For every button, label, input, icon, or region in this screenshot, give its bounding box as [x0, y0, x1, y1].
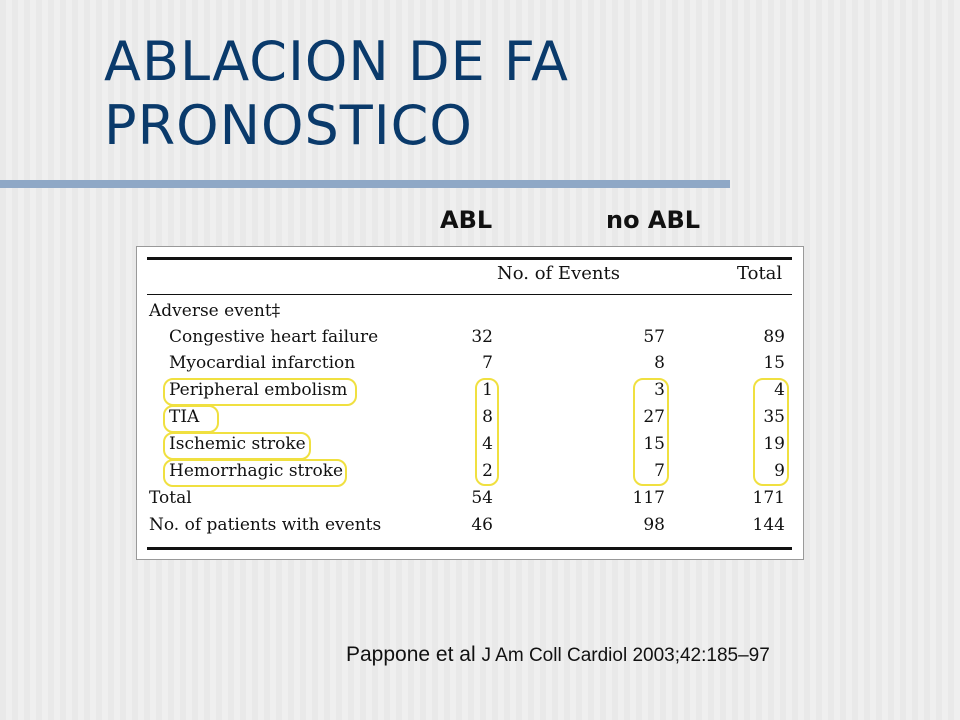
highlight-no-abl-values: [633, 378, 669, 486]
header-events: No. of Events: [497, 263, 620, 284]
table-header-rule: [147, 294, 792, 295]
abl-value: 1: [482, 380, 493, 400]
no-abl-value: 57: [643, 327, 665, 347]
row-label: Peripheral embolism: [169, 380, 348, 400]
no-abl-value: 8: [654, 353, 665, 373]
abl-value: 32: [471, 327, 493, 347]
abl-value: 54: [471, 488, 493, 508]
total-value: 89: [763, 327, 785, 347]
no-abl-value: 15: [643, 434, 665, 454]
no-abl-value: 3: [654, 380, 665, 400]
table-top-rule: [147, 257, 792, 260]
abl-column-header: ABL: [440, 206, 493, 234]
total-value: 171: [752, 488, 785, 508]
table-row: [147, 353, 792, 379]
patients-row: [147, 515, 792, 541]
slide-title: [104, 30, 569, 158]
total-value: 35: [763, 407, 785, 427]
section-label: Adverse event‡: [149, 301, 281, 321]
title-divider: [0, 180, 730, 188]
abl-value: 4: [482, 434, 493, 454]
citation: [346, 640, 936, 671]
title-line-2: PRONOSTICO: [104, 94, 473, 157]
no-abl-value: 7: [654, 461, 665, 481]
table-image-panel: [136, 246, 804, 560]
total-row: [147, 488, 792, 514]
header-total: Total: [737, 263, 783, 284]
total-value: 4: [774, 380, 785, 400]
abl-value: 7: [482, 353, 493, 373]
events-table: [147, 257, 792, 549]
row-label: Total: [149, 488, 192, 508]
abl-value: 8: [482, 407, 493, 427]
table-bottom-rule: [147, 547, 792, 550]
table-row: [147, 407, 792, 433]
highlight-total-values: [753, 378, 789, 486]
row-label: Congestive heart failure: [169, 327, 379, 347]
table-row: [147, 327, 792, 353]
abl-value: 2: [482, 461, 493, 481]
row-label: Hemorrhagic stroke: [169, 461, 344, 481]
abl-value: 46: [471, 515, 493, 535]
title-line-1: ABLACION DE FA: [104, 30, 569, 93]
citation-journal: J Am Coll Cardiol 2003;42:185–97: [481, 645, 770, 666]
row-label: Myocardial infarction: [169, 353, 356, 373]
total-value: 15: [763, 353, 785, 373]
highlight-label: [163, 405, 219, 433]
total-value: 9: [774, 461, 785, 481]
no-abl-value: 117: [632, 488, 665, 508]
no-abl-value: 98: [643, 515, 665, 535]
highlight-label: [163, 378, 357, 406]
row-label: Ischemic stroke: [169, 434, 306, 454]
highlight-label: [163, 459, 347, 487]
citation-authors: Pappone et al: [346, 643, 482, 666]
highlight-abl-values: [475, 378, 499, 486]
row-label: No. of patients with events: [149, 515, 382, 535]
total-value: 19: [763, 434, 785, 454]
highlight-label: [163, 432, 311, 460]
no-abl-value: 27: [643, 407, 665, 427]
section-row: [147, 301, 792, 327]
row-label: TIA: [169, 407, 200, 427]
no-abl-column-header: no ABL: [606, 206, 701, 234]
total-value: 144: [752, 515, 785, 535]
